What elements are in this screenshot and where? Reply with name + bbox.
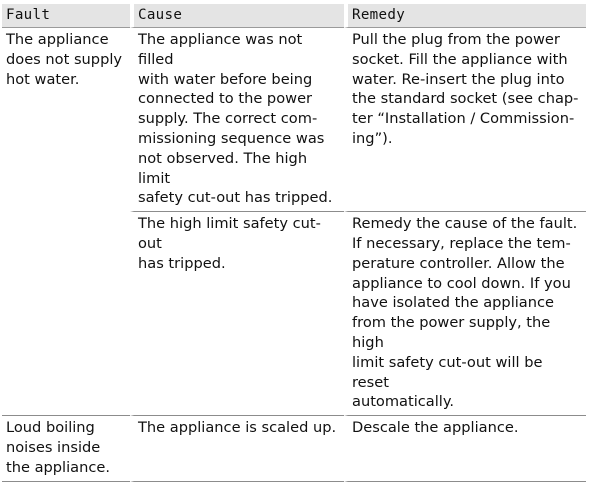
- table-body: [2, 28, 586, 482]
- remedy-cell: Pull the plug from the power socket. Fill the appliance with water. Re-insert the plug into the standard socket (see chap- ter “Installation / Commission- ing”).: [344, 28, 586, 212]
- fault-cell: The appliance does not supply hot water.: [6, 31, 123, 88]
- table-row: [2, 416, 586, 481]
- header-remedy: Remedy: [344, 4, 586, 28]
- table-header: [2, 4, 586, 28]
- fault-cell: Loud boiling noises inside the appliance.: [2, 416, 130, 481]
- fault-cell: [2, 212, 130, 416]
- header-cause: Cause: [130, 4, 344, 28]
- cause-cell: The appliance was not filled with water before being connected to the power supply. The correct com- missioning sequence was not observed. The high limit safety cut-out has tripped.: [130, 28, 344, 212]
- cause-cell: The appliance is scaled up.: [130, 416, 344, 481]
- remedy-cell: Descale the appliance.: [344, 416, 586, 481]
- table-row: [2, 212, 586, 416]
- header-row: [2, 4, 586, 28]
- cause-cell: The high limit safety cut-out has tripped.: [130, 212, 344, 416]
- troubleshooting-table: [2, 4, 586, 482]
- troubleshooting-table-container: [2, 4, 586, 482]
- header-fault: Fault: [2, 4, 130, 28]
- table-row: [2, 28, 586, 212]
- remedy-cell: Remedy the cause of the fault. If necessary, replace the tem- perature controller. Allow the appliance to cool down. If you have isolated the appliance from the power supply, the high limit safety cut-out will be reset automatically.: [344, 212, 586, 416]
